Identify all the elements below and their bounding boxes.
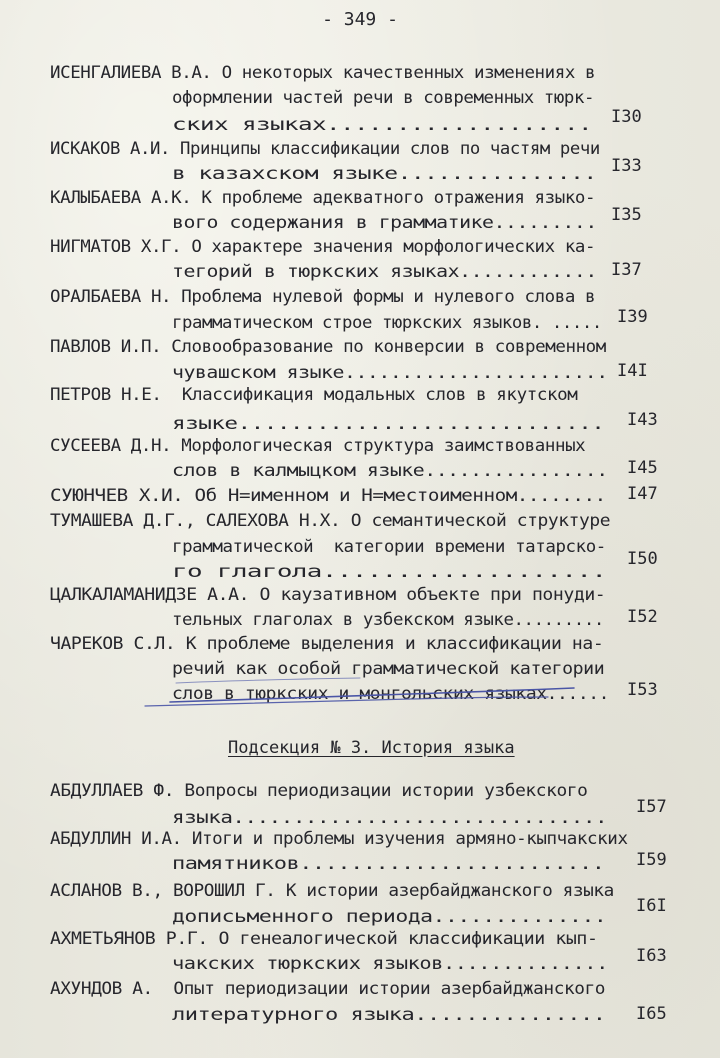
entry-line: вого содержания в грамматике......... xyxy=(172,213,597,233)
entry-line: КАЛЫБАЕВА А.К. К проблеме адекватного отражения языко- xyxy=(50,188,596,208)
entry-page-number: I45 xyxy=(627,458,658,478)
entry-page-number: I4I xyxy=(617,361,648,381)
entry-line: ТУМАШЕВА Д.Г., САЛЕХОВА Н.Х. О семантической структуре xyxy=(50,511,611,531)
pen-stroke xyxy=(176,678,360,683)
entry-line: го глагола................... xyxy=(172,562,607,582)
entry-page-number: I30 xyxy=(611,107,642,127)
entry-line: ИСЕНГАЛИЕВА В.А. О некоторых качественных изменениях в xyxy=(50,63,596,83)
entry-line: тегорий в тюркских языках............ xyxy=(172,262,597,282)
entry-page-number: I65 xyxy=(636,1004,667,1024)
entry-page-number: I37 xyxy=(611,260,642,280)
entry-line: ПАВЛОВ И.П. Словообразование по конверсии в современном xyxy=(50,337,606,357)
entry-line: языка............................... xyxy=(172,808,608,828)
entry-line: дописьменного периода.............. xyxy=(172,907,607,927)
entry-page-number: I50 xyxy=(627,549,658,569)
entry-page-number: I57 xyxy=(636,797,667,817)
entry-line: АСЛАНОВ В., ВОРОШИЛ Г. К истории азербайджанского языка xyxy=(50,881,614,901)
entry-line: ИСКАКОВ А.И. Принципы классификации слов по частям речи xyxy=(50,139,600,159)
entry-line: грамматическом строе тюркских языков. ..... xyxy=(172,313,602,333)
entry-line: памятников........................ xyxy=(172,854,605,874)
entry-line: чакских тюркских языков.............. xyxy=(172,954,608,974)
entry-line: СУСЕЕВА Д.Н. Морфологическая структура заимствованных xyxy=(50,436,586,456)
entry-line: ских языках................... xyxy=(172,115,593,135)
entry-page-number: I47 xyxy=(627,484,658,504)
subsection-heading: Подсекция № 3. История языка xyxy=(228,738,515,758)
entry-line: речий как особой грамматической категории xyxy=(172,659,605,679)
entry-line: грамматической категории времени татарско- xyxy=(172,537,606,557)
entry-line: чувашском языке....................... xyxy=(172,363,608,383)
entry-page-number: I6I xyxy=(636,896,667,916)
entry-page-number: I43 xyxy=(627,410,658,430)
entry-page-number: I59 xyxy=(636,850,667,870)
entry-line: АБДУЛЛИН И.А. Итоги и проблемы изучения армяно-кыпчакских xyxy=(50,829,628,849)
entry-line: НИГМАТОВ Х.Г. О характере значения морфологических ка- xyxy=(50,237,596,257)
entry-line: ПЕТРОВ Н.Е. Классификация модальных слов в якутском xyxy=(50,385,578,405)
entry-page-number: I53 xyxy=(627,680,658,700)
entry-page-number: I33 xyxy=(611,156,642,176)
entry-line: литературного языка............... xyxy=(172,1005,606,1025)
entry-line: ЦАЛКАЛАМАНИДЗЕ А.А. О каузативном объекте при понуди- xyxy=(50,585,606,605)
entry-line: АБДУЛЛАЕВ Ф. Вопросы периодизации истории узбекского xyxy=(50,781,588,801)
entry-line: языке............................ xyxy=(172,414,605,434)
entry-page-number: I39 xyxy=(617,307,648,327)
entry-line: АХМЕТЬЯНОВ Р.Г. О генеалогической классификации кып- xyxy=(50,929,598,949)
entry-line: ОРАЛБАЕВА Н. Проблема нулевой формы и нулевого слова в xyxy=(50,287,596,307)
entry-line: СУЮНЧЕВ Х.И. Об Н=именном и Н=местоименном........ xyxy=(50,486,606,506)
entry-line: ЧАРЕКОВ С.Л. К проблеме выделения и классификации на- xyxy=(50,634,604,654)
entry-line: слов в тюркских и монгольских языках...... xyxy=(172,684,610,704)
entry-page-number: I63 xyxy=(636,946,667,966)
entry-page-number: I52 xyxy=(627,607,658,627)
entry-line: АХУНДОВ А. Опыт периодизации истории азербайджанского xyxy=(50,979,606,999)
entry-line: в казахском языке............... xyxy=(172,164,597,184)
entry-line: тельных глаголах в узбекском языке......... xyxy=(172,610,604,630)
entry-line: оформлении частей речи в современных тюрк- xyxy=(172,88,595,108)
page-number: - 349 - xyxy=(322,9,398,30)
entry-line: слов в калмыцком языке................ xyxy=(172,461,608,481)
entry-page-number: I35 xyxy=(611,205,642,225)
